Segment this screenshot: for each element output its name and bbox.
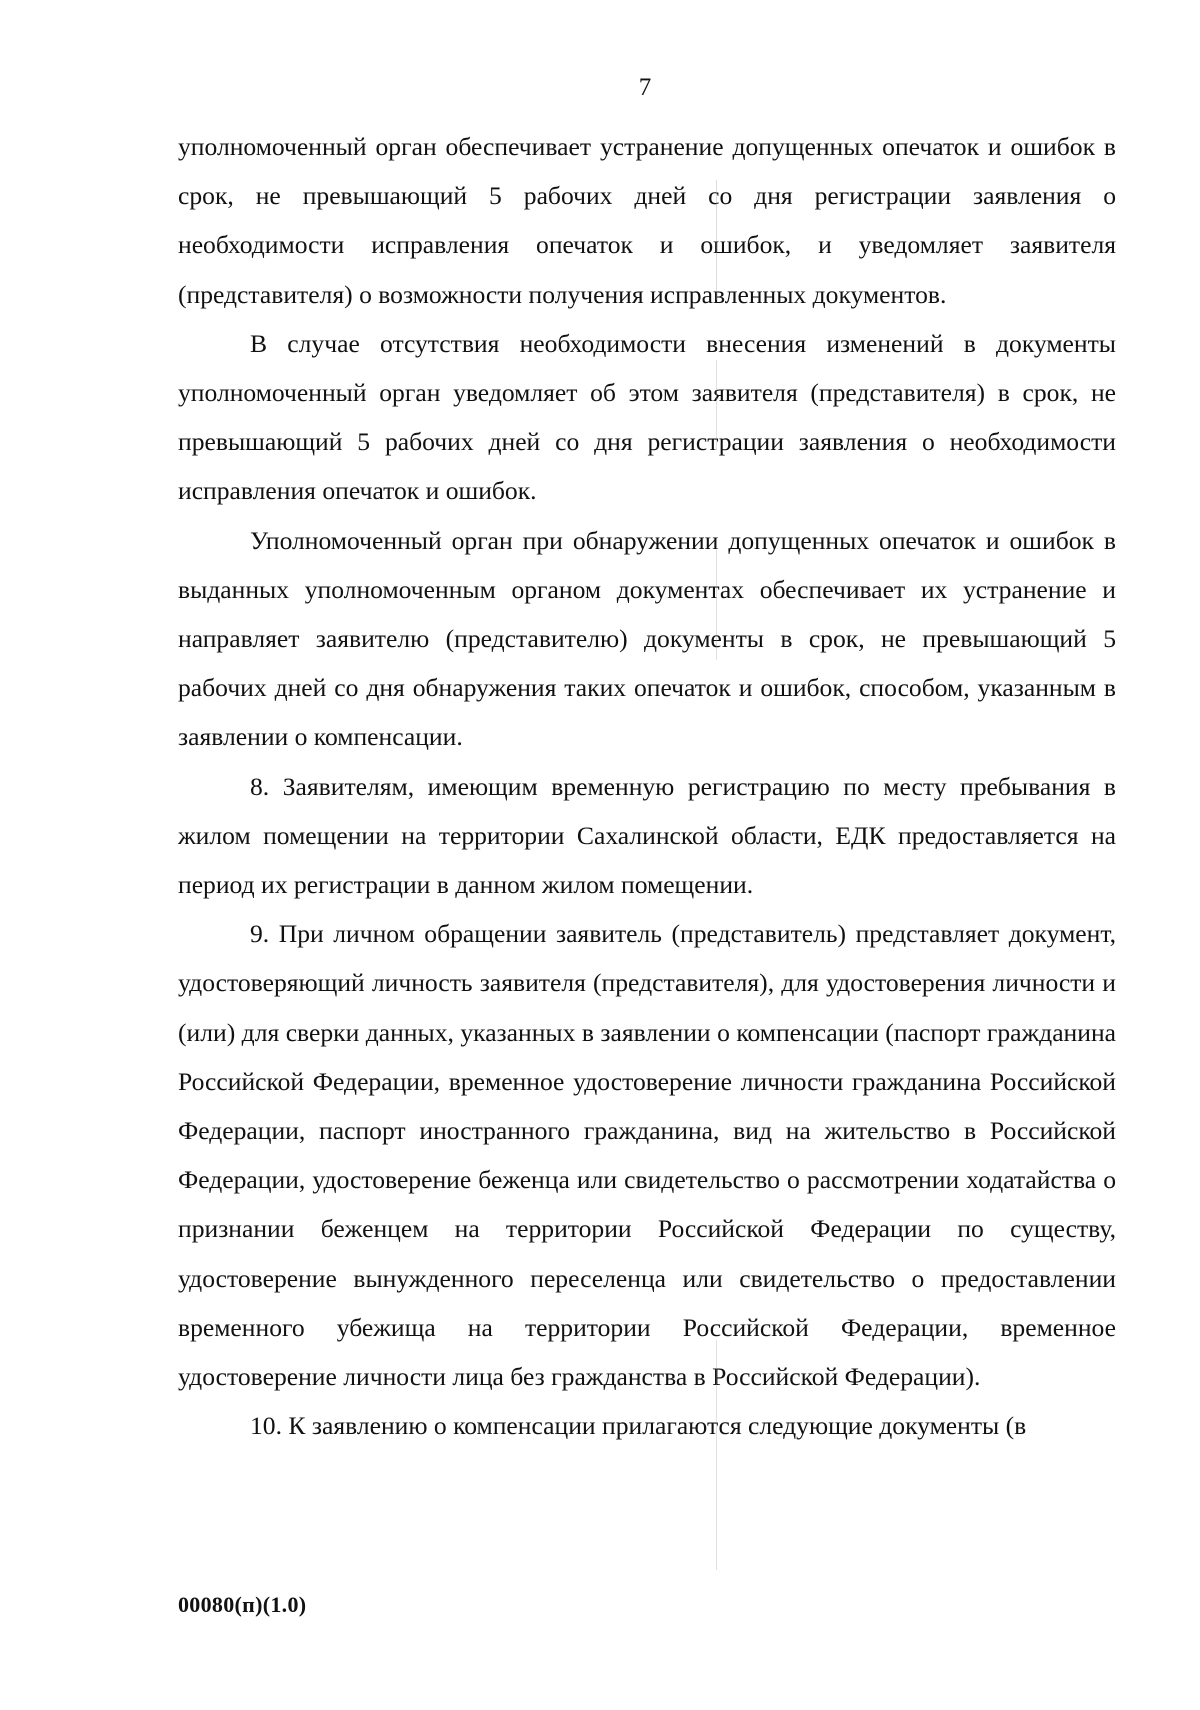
paragraph-1: уполномоченный орган обеспечивает устранение допущенных опечаток и ошибок в срок, не превышающий 5 рабочих дней со дня регистрации заявления о необходимости исправления опечаток и ошибок, и уведомляет заявителя (представителя) о возможности получения исправленных документов. — [178, 132, 1116, 309]
paragraph-3: Уполномоченный орган при обнаружении допущенных опечаток и ошибок в выданных уполномоченным органом документах обеспечивает их устранение и направляет заявителю (представителю) документы в срок, не превышающий 5 рабочих дней со дня обнаружения таких опечаток и ошибок, способом, указанным в заявлении о компенсации. — [178, 525, 1116, 752]
scan-artifact-line — [716, 540, 717, 660]
document-body — [178, 122, 1116, 1450]
scan-artifact-line — [716, 360, 717, 450]
paragraph-5: 9. При личном обращении заявитель (представитель) представляет документ, удостоверяющий личность заявителя (представителя), для удостоверения личности и (или) для сверки данных, указанных в заявлении о компенсации (паспорт гражданина Российской Федерации, временное удостоверение личности гражданина Российской Федерации, паспорт иностранного гражданина, вид на жительство в Российской Федерации, удостоверение беженца или свидетельство о рассмотрении ходатайства о признании беженцем на территории Российской Федерации по существу, удостоверение вынужденного переселенца или свидетельство о предоставлении временного убежища на территории Российской Федерации, временное удостоверение личности лица без гражданства в Российской Федерации). — [178, 919, 1116, 1392]
page-number: 7 — [638, 74, 652, 101]
paragraph-6: 10. К заявлению о компенсации прилагаются следующие документы (в — [250, 1411, 1027, 1441]
scan-artifact-line — [716, 1340, 717, 1570]
paragraph-2: В случае отсутствия необходимости внесения изменений в документы уполномоченный орган уведомляет об этом заявителя (представителя) в срок, не превышающий 5 рабочих дней со дня регистрации заявления о необходимости исправления опечаток и ошибок. — [178, 328, 1116, 506]
footer-document-code: 00080(п)(1.0) — [178, 1592, 307, 1617]
scan-artifact-line — [716, 180, 717, 300]
paragraph-4: 8. Заявителям, имеющим временную регистрацию по месту пребывания в жилом помещении на территории Сахалинской области, ЕДК предоставляется на период их регистрации в данном жилом помещении. — [178, 771, 1116, 900]
